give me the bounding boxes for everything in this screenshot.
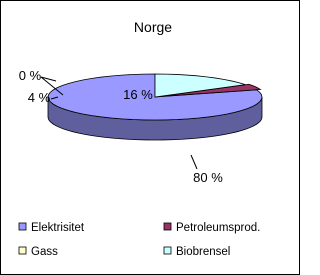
legend-label-petroleumsprod-: Petroleumsprod. [176,222,261,234]
legend-swatch-biobrensel [164,247,171,254]
legend-label-biobrensel: Biobrensel [176,246,231,258]
legend-swatch-petroleumsprod- [164,223,171,230]
chart-title: Norge [133,19,173,35]
data-label-elektrisitet: 80 % [193,170,223,185]
data-label-petroleumsprod-: 4 % [27,90,51,105]
legend [19,222,260,258]
legend-swatch-gass [19,247,26,254]
legend-swatch-elektrisitet [19,223,26,230]
legend-label-gass: Gass [31,246,58,258]
pie-group [48,74,262,140]
data-label-biobrensel: 16 % [123,87,153,102]
legend-label-elektrisitet: Elektrisitet [31,222,85,234]
pie-chart [1,1,299,274]
leader-line [191,155,197,169]
data-label-gass: 0 % [18,68,42,83]
